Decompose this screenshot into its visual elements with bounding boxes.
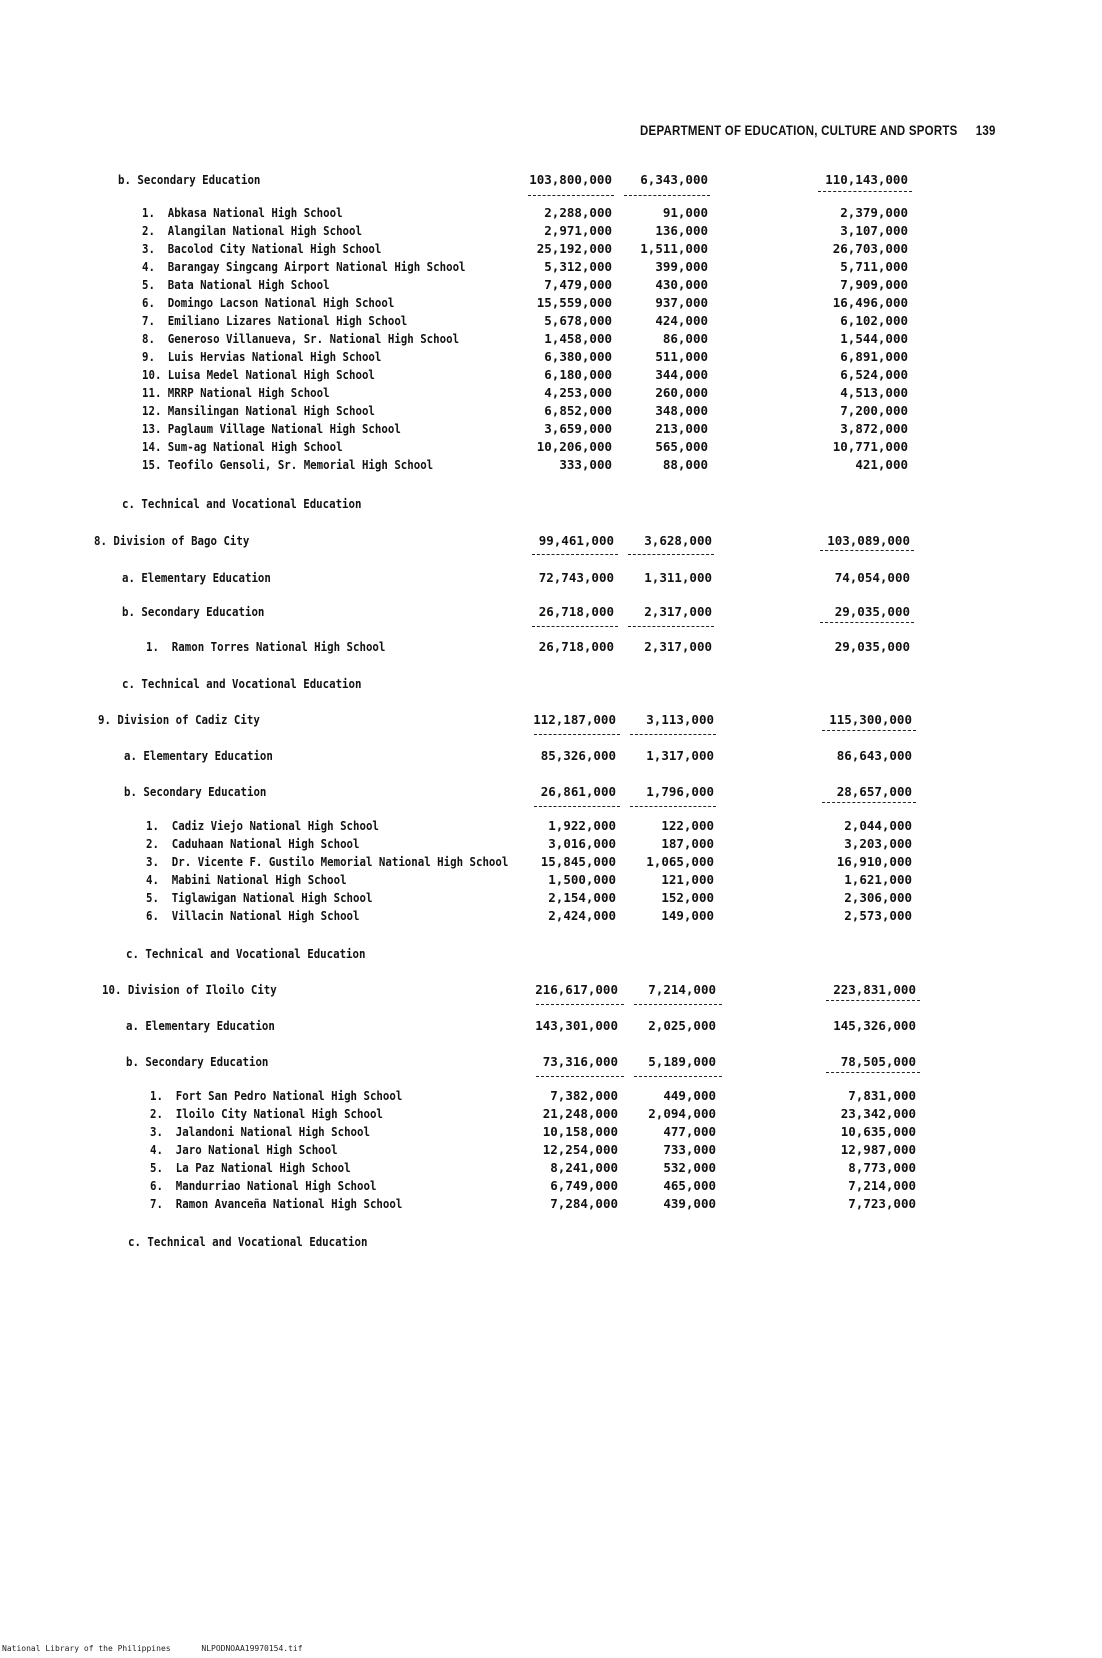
item-number: 12. [142,403,162,418]
value-total: 78,505,000 [840,1054,916,1069]
value-col1: 143,301,000 [535,1018,618,1033]
value-col1: 8,241,000 [550,1160,618,1175]
value-total: 26,703,000 [832,241,908,256]
value-col2: 449,000 [663,1088,716,1103]
division-row [0,710,1102,730]
value-total: 6,524,000 [840,367,908,382]
school-name: Cadiz Viejo National High School [171,818,379,833]
value-total: 103,089,000 [827,533,910,548]
item-number: 14. [142,439,162,454]
dashed-rule [630,734,716,735]
value-total: 2,044,000 [844,818,912,833]
item-number: 1. [142,205,155,220]
school-row [0,383,1102,403]
division-name: 9. Division of Cadiz City [98,712,260,727]
item-number: 4. [150,1142,163,1157]
item-number: 2. [146,836,159,851]
value-col2: 7,214,000 [648,982,716,997]
value-col2: 1,311,000 [644,570,712,585]
value-col1: 2,971,000 [544,223,612,238]
running-header [640,122,996,138]
value-total: 6,891,000 [840,349,908,364]
value-total: 3,107,000 [840,223,908,238]
item-number: 15. [142,457,162,472]
value-col1: 6,380,000 [544,349,612,364]
value-col2: 532,000 [663,1160,716,1175]
row-label: a. Elementary Education [124,748,273,763]
value-col1: 1,500,000 [548,872,616,887]
school-row [0,888,1102,908]
value-total: 223,831,000 [833,982,916,997]
value-total: 29,035,000 [834,639,910,654]
scan-footer [2,1644,303,1653]
dashed-rule [820,550,914,551]
value-col1: 333,000 [559,457,612,472]
dashed-rule [628,554,714,555]
dashed-rule [634,1076,722,1077]
school-name: MRRP National High School [167,385,330,400]
school-row [0,239,1102,259]
value-total: 16,910,000 [836,854,912,869]
dashed-rule [826,1072,920,1073]
value-col2: 2,094,000 [648,1106,716,1121]
school-row [0,637,1102,657]
dashed-rule [628,626,714,627]
section-row [0,944,1102,964]
value-col2: 122,000 [661,818,714,833]
value-col1: 12,254,000 [542,1142,618,1157]
value-col1: 3,659,000 [544,421,612,436]
value-col1: 2,288,000 [544,205,612,220]
item-number: 5. [150,1160,163,1175]
value-col2: 733,000 [663,1142,716,1157]
value-total: 1,544,000 [840,331,908,346]
value-col2: 344,000 [655,367,708,382]
section-row [0,170,1102,190]
row-label: b. Secondary Education [124,784,267,799]
dashed-rule [630,806,716,807]
school-row [0,870,1102,890]
school-name: Mabini National High School [171,872,347,887]
item-number: 13. [142,421,162,436]
value-total: 74,054,000 [834,570,910,585]
header-title: DEPARTMENT OF EDUCATION, CULTURE AND SPORTS [640,122,958,138]
value-total: 7,214,000 [848,1178,916,1193]
section-row [0,568,1102,588]
value-col2: 477,000 [663,1124,716,1139]
value-col2: 430,000 [655,277,708,292]
school-name: Paglaum Village National High School [167,421,401,436]
row-label: c. Technical and Vocational Education [122,496,362,511]
section-row [0,1016,1102,1036]
dashed-rule [624,195,710,196]
school-row [0,1140,1102,1160]
school-name: Fort San Pedro National High School [175,1088,403,1103]
dashed-rule [536,1076,624,1077]
row-label: c. Technical and Vocational Education [126,946,366,961]
school-row [0,275,1102,295]
item-number: 3. [150,1124,163,1139]
value-col2: 2,025,000 [648,1018,716,1033]
dashed-rule [532,554,618,555]
item-number: 4. [142,259,155,274]
value-col1: 216,617,000 [535,982,618,997]
value-total: 421,000 [855,457,908,472]
value-total: 5,711,000 [840,259,908,274]
value-col1: 1,922,000 [548,818,616,833]
school-name: Luisa Medel National High School [167,367,375,382]
value-col1: 5,678,000 [544,313,612,328]
value-col2: 565,000 [655,439,708,454]
school-name: Jaro National High School [175,1142,338,1157]
school-name: La Paz National High School [175,1160,351,1175]
division-name: 8. Division of Bago City [94,533,250,548]
school-name: Iloilo City National High School [175,1106,383,1121]
value-total: 28,657,000 [836,784,912,799]
section-row [0,494,1102,514]
value-col2: 348,000 [655,403,708,418]
dashed-rule [534,734,620,735]
school-row [0,1086,1102,1106]
school-row [0,1104,1102,1124]
value-col2: 1,796,000 [646,784,714,799]
row-label: b. Secondary Education [126,1054,269,1069]
value-col1: 6,852,000 [544,403,612,418]
school-name: Luis Hervias National High School [167,349,382,364]
school-name: Bata National High School [167,277,330,292]
school-name: Ramon Torres National High School [171,639,386,654]
item-number: 7. [150,1196,163,1211]
school-name: Mandurriao National High School [175,1178,377,1193]
value-col1: 26,718,000 [538,639,614,654]
division-row [0,531,1102,551]
school-name: Alangilan National High School [167,223,362,238]
value-col2: 3,628,000 [644,533,712,548]
value-col1: 103,800,000 [529,172,612,187]
item-number: 5. [142,277,155,292]
value-total: 115,300,000 [829,712,912,727]
school-name: Dr. Vicente F. Gustilo Memorial National High School [171,854,509,869]
value-col1: 7,382,000 [550,1088,618,1103]
value-total: 4,513,000 [840,385,908,400]
page-number: 139 [975,122,996,138]
school-row [0,203,1102,223]
value-total: 7,831,000 [848,1088,916,1103]
value-col2: 6,343,000 [640,172,708,187]
school-name: Sum-ag National High School [167,439,343,454]
value-col1: 2,154,000 [548,890,616,905]
value-col2: 2,317,000 [644,604,712,619]
value-total: 110,143,000 [825,172,908,187]
value-total: 7,909,000 [840,277,908,292]
item-number: 1. [150,1088,163,1103]
value-col1: 26,861,000 [540,784,616,799]
value-total: 2,379,000 [840,205,908,220]
dashed-rule [536,1004,624,1005]
value-total: 3,872,000 [840,421,908,436]
value-total: 145,326,000 [833,1018,916,1033]
school-name: Generoso Villanueva, Sr. National High School [167,331,460,346]
school-row [0,437,1102,457]
dashed-rule [532,626,618,627]
value-total: 10,635,000 [840,1124,916,1139]
value-total: 7,723,000 [848,1196,916,1211]
value-col1: 21,248,000 [542,1106,618,1121]
value-total: 2,573,000 [844,908,912,923]
school-row [0,1194,1102,1214]
school-row [0,852,1102,872]
value-total: 86,643,000 [836,748,912,763]
school-row [0,221,1102,241]
dashed-rule [822,802,916,803]
school-name: Tiglawigan National High School [171,890,373,905]
dashed-rule [826,1000,920,1001]
value-col2: 1,317,000 [646,748,714,763]
file-id: NLPODNOAA19970154.tif [201,1644,303,1653]
value-col1: 7,479,000 [544,277,612,292]
school-name: Teofilo Gensoli, Sr. Memorial High School [167,457,434,472]
value-total: 10,771,000 [832,439,908,454]
row-label: c. Technical and Vocational Education [122,676,362,691]
value-col1: 5,312,000 [544,259,612,274]
item-number: 1. [146,639,159,654]
value-col2: 149,000 [661,908,714,923]
school-name: Villacin National High School [171,908,360,923]
item-number: 4. [146,872,159,887]
value-col2: 88,000 [662,457,708,472]
school-row [0,311,1102,331]
value-col2: 213,000 [655,421,708,436]
value-col2: 399,000 [655,259,708,274]
school-name: Caduhaan National High School [171,836,360,851]
dashed-rule [818,191,912,192]
school-row [0,816,1102,836]
value-col2: 187,000 [661,836,714,851]
item-number: 6. [146,908,159,923]
value-col1: 3,016,000 [548,836,616,851]
value-col1: 72,743,000 [538,570,614,585]
value-col1: 10,206,000 [536,439,612,454]
value-col1: 15,559,000 [536,295,612,310]
school-name: Bacolod City National High School [167,241,382,256]
value-col2: 3,113,000 [646,712,714,727]
value-col2: 86,000 [662,331,708,346]
value-col2: 121,000 [661,872,714,887]
school-name: Domingo Lacson National High School [167,295,395,310]
dashed-rule [634,1004,722,1005]
value-col1: 2,424,000 [548,908,616,923]
item-number: 6. [150,1178,163,1193]
item-number: 1. [146,818,159,833]
value-total: 16,496,000 [832,295,908,310]
value-col1: 26,718,000 [538,604,614,619]
school-name: Barangay Singcang Airport National High School [167,259,466,274]
school-row [0,401,1102,421]
section-row [0,782,1102,802]
row-label: a. Elementary Education [126,1018,275,1033]
value-col2: 152,000 [661,890,714,905]
division-name: 10. Division of Iloilo City [102,982,277,997]
school-name: Abkasa National High School [167,205,343,220]
value-col2: 511,000 [655,349,708,364]
school-name: Emiliano Lizares National High School [167,313,408,328]
dashed-rule [822,730,916,731]
section-row [0,602,1102,622]
value-col1: 6,180,000 [544,367,612,382]
school-row [0,1158,1102,1178]
value-col1: 25,192,000 [536,241,612,256]
row-label: b. Secondary Education [118,172,261,187]
value-total: 1,621,000 [844,872,912,887]
school-row [0,293,1102,313]
value-col1: 85,326,000 [540,748,616,763]
school-row [0,834,1102,854]
value-total: 8,773,000 [848,1160,916,1175]
value-col1: 10,158,000 [542,1124,618,1139]
value-col2: 136,000 [655,223,708,238]
value-col1: 73,316,000 [542,1054,618,1069]
value-col1: 4,253,000 [544,385,612,400]
division-row [0,980,1102,1000]
dashed-rule [820,622,914,623]
school-name: Mansilingan National High School [167,403,375,418]
school-name: Jalandoni National High School [175,1124,370,1139]
item-number: 11. [142,385,162,400]
item-number: 10. [142,367,162,382]
dashed-rule [528,195,614,196]
item-number: 6. [142,295,155,310]
item-number: 5. [146,890,159,905]
value-col2: 2,317,000 [644,639,712,654]
item-number: 3. [146,854,159,869]
dashed-rule [534,806,620,807]
row-label: a. Elementary Education [122,570,271,585]
section-row [0,1052,1102,1072]
item-number: 3. [142,241,155,256]
item-number: 8. [142,331,155,346]
value-total: 6,102,000 [840,313,908,328]
school-row [0,1176,1102,1196]
value-total: 7,200,000 [840,403,908,418]
value-col1: 99,461,000 [538,533,614,548]
section-row [0,674,1102,694]
value-col2: 1,065,000 [646,854,714,869]
value-col2: 5,189,000 [648,1054,716,1069]
section-row [0,1232,1102,1252]
value-total: 12,987,000 [840,1142,916,1157]
value-col1: 1,458,000 [544,331,612,346]
value-total: 3,203,000 [844,836,912,851]
value-col2: 937,000 [655,295,708,310]
value-col1: 15,845,000 [540,854,616,869]
item-number: 9. [142,349,155,364]
item-number: 2. [150,1106,163,1121]
value-col1: 6,749,000 [550,1178,618,1193]
value-total: 29,035,000 [834,604,910,619]
library-credit: National Library of the Philippines [2,1644,171,1653]
value-col2: 91,000 [662,205,708,220]
value-col2: 424,000 [655,313,708,328]
value-col2: 439,000 [663,1196,716,1211]
value-col2: 465,000 [663,1178,716,1193]
school-row [0,419,1102,439]
school-name: Ramon Avanceña National High School [175,1196,403,1211]
school-row [0,257,1102,277]
school-row [0,1122,1102,1142]
value-col1: 112,187,000 [533,712,616,727]
value-col2: 260,000 [655,385,708,400]
value-col1: 7,284,000 [550,1196,618,1211]
school-row [0,329,1102,349]
item-number: 7. [142,313,155,328]
value-total: 23,342,000 [840,1106,916,1121]
section-row [0,746,1102,766]
school-row [0,455,1102,475]
school-row [0,347,1102,367]
value-total: 2,306,000 [844,890,912,905]
item-number: 2. [142,223,155,238]
row-label: c. Technical and Vocational Education [128,1234,368,1249]
school-row [0,906,1102,926]
school-row [0,365,1102,385]
value-col2: 1,511,000 [640,241,708,256]
row-label: b. Secondary Education [122,604,265,619]
